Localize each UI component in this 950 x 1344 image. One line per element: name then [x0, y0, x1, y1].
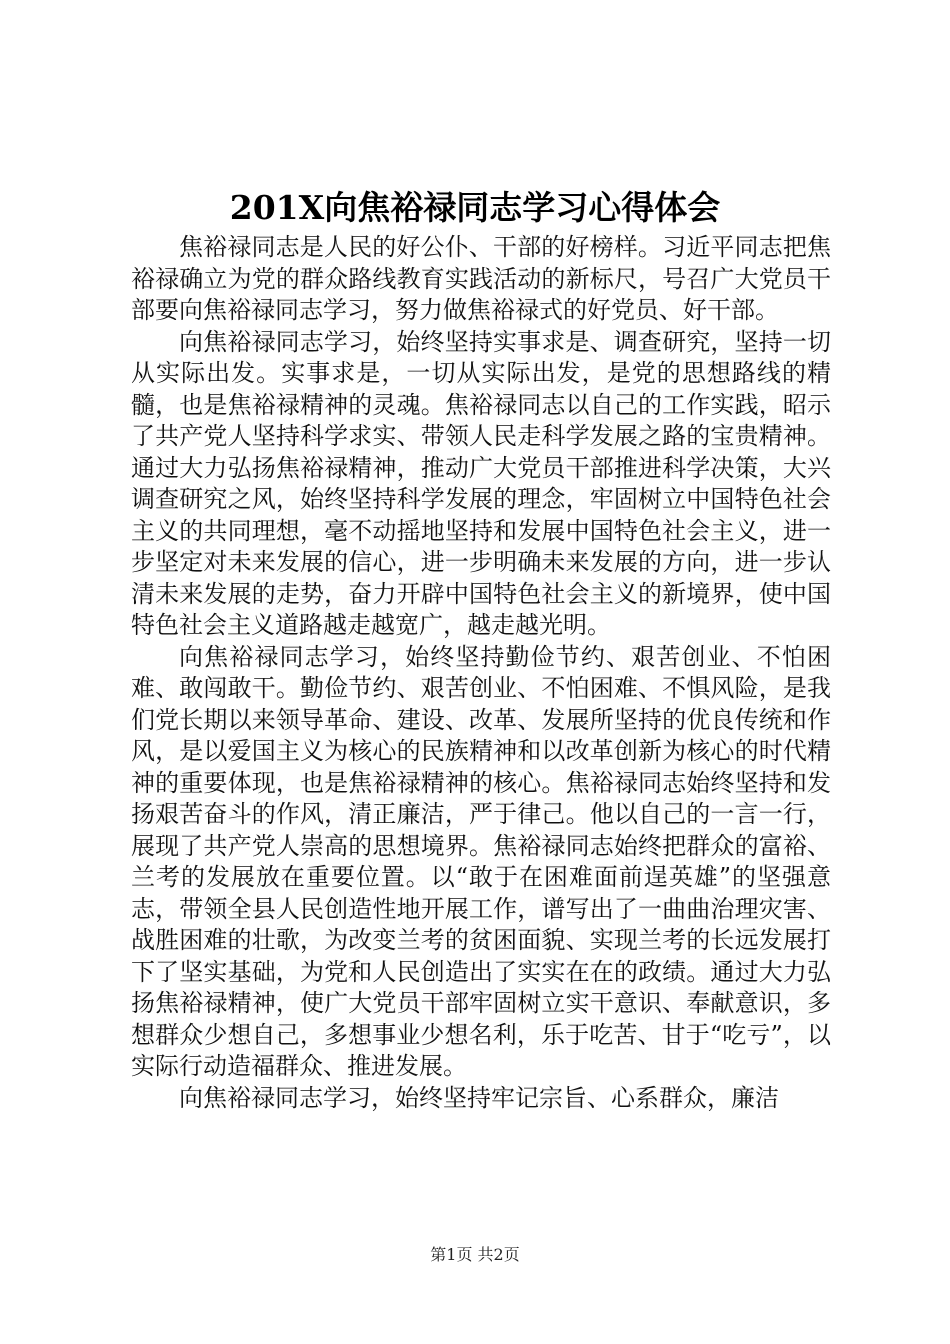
paragraph-1: 焦裕禄同志是人民的好公仆、干部的好榜样。习近平同志把焦裕禄确立为党的群众路线教育实践活动的新标尺，号召广大党员干部要向焦裕禄同志学习，努力做焦裕禄式的好党员、好干部。: [131, 233, 831, 324]
paragraph-2: 向焦裕禄同志学习，始终坚持实事求是、调查研究，坚持一切从实际出发。实事求是，一切从实际出发，是党的思想路线的精髓，也是焦裕禄精神的灵魂。焦裕禄同志以自己的工作实践，昭示了共产党人坚持科学求实、带领人民走科学发展之路的宝贵精神。通过大力弘扬焦裕禄精神，推动广大党员干部推进科学决策，大兴调查研究之风，始终坚持科学发展的理念，牢固树立中国特色社会主义的共同理想，毫不动摇地坚持和发展中国特色社会主义，进一步坚定对未来发展的信心，进一步明确未来发展的方向，进一步认清未来发展的走势，奋力开辟中国特色社会主义的新境界，使中国特色社会主义道路越走越宽广，越走越光明。: [131, 327, 831, 639]
paragraph-3: 向焦裕禄同志学习，始终坚持勤俭节约、艰苦创业、不怕困难、敢闯敢干。勤俭节约、艰苦创业、不怕困难、不惧风险，是我们党长期以来领导革命、建设、改革、发展所坚持的优良传统和作风，是以爱国主义为核心的民族精神和以改革创新为核心的时代精神的重要体现，也是焦裕禄精神的核心。焦裕禄同志始终坚持和发扬艰苦奋斗的作风，清正廉洁，严于律己。他以自己的一言一行，展现了共产党人崇高的思想境界。焦裕禄同志始终把群众的富裕、兰考的发展放在重要位置。以“敢于在困难面前逞英雄”的坚强意志，带领全县人民创造性地开展工作，谱写出了一曲曲治理灾害、战胜困难的壮歌，为改变兰考的贫困面貌、实现兰考的长远发展打下了坚实基础，为党和人民创造出了实实在在的政绩。通过大力弘扬焦裕禄精神，使广大党员干部牢固树立实干意识、奉献意识，多想群众少想自己，多想事业少想名利，乐于吃苦、甘于“吃亏”，以实际行动造福群众、推进发展。: [131, 642, 831, 1080]
paragraph-4: 向焦裕禄同志学习，始终坚持牢记宗旨、心系群众，廉洁: [179, 1083, 779, 1112]
document-body: [131, 232, 831, 1114]
page-number: 第1页 共2页: [430, 1245, 520, 1264]
document-title: 201X向焦裕禄同志学习心得体会: [229, 188, 721, 227]
page-footer: [0, 1244, 950, 1266]
